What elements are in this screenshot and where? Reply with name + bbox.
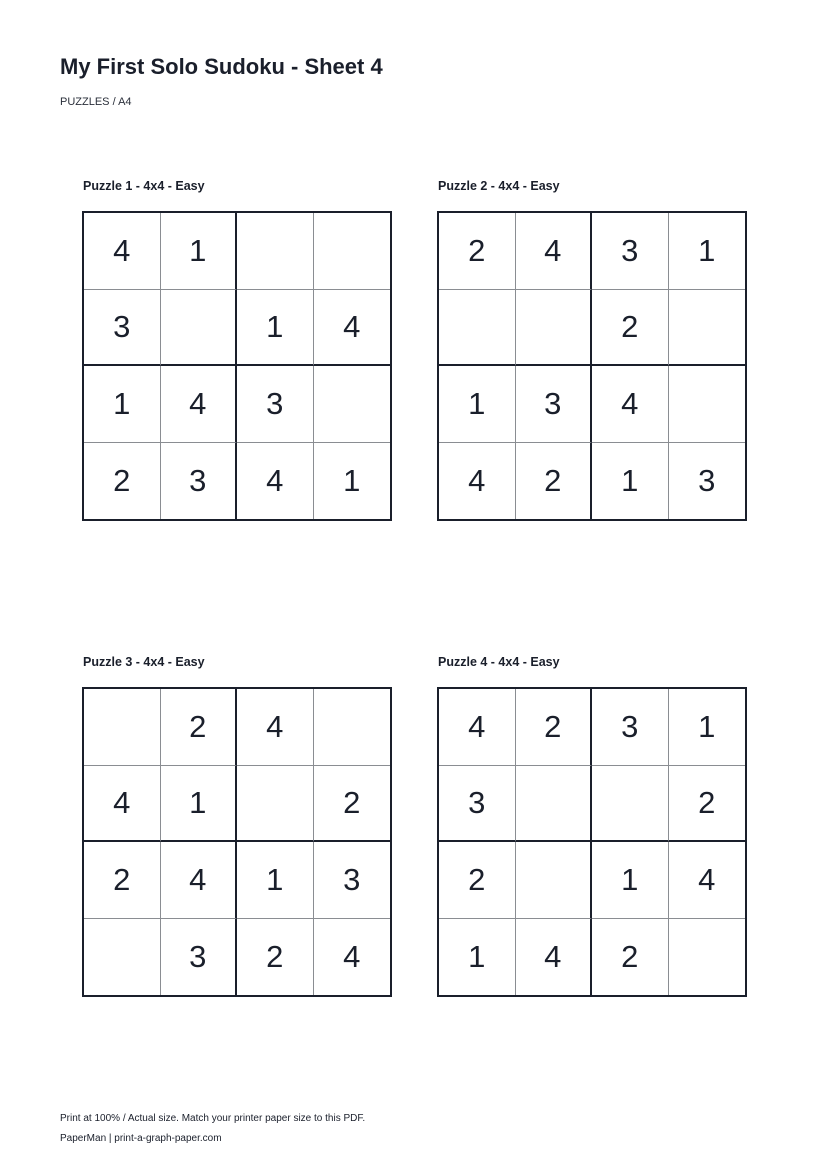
sudoku-cell: 2 [592, 919, 669, 996]
sudoku-cell: 4 [669, 842, 746, 919]
sudoku-cell: 1 [161, 213, 238, 290]
sudoku-cell: 1 [592, 842, 669, 919]
sudoku-cell: 2 [84, 842, 161, 919]
sudoku-cell: 3 [161, 443, 238, 520]
sudoku-cell [516, 766, 593, 843]
sudoku-cell: 1 [237, 290, 314, 367]
sudoku-cell: 1 [343, 463, 361, 499]
sudoku-cell: 3 [84, 290, 161, 367]
sudoku-cell [516, 290, 593, 367]
sudoku-cell: 2 [161, 689, 238, 766]
sudoku-cell: 2 [439, 213, 516, 290]
puzzle-title: Puzzle 3 - 4x4 - Easy [83, 655, 205, 669]
sudoku-cell: 3 [698, 463, 716, 499]
sudoku-cell [314, 213, 391, 290]
sudoku-cell: 2 [516, 443, 593, 520]
sudoku-grid [437, 211, 747, 521]
sudoku-cell: 4 [237, 443, 314, 520]
sudoku-cell: 4 [516, 919, 593, 996]
sudoku-cell [592, 766, 669, 843]
sudoku-cell: 1 [237, 842, 314, 919]
brand-credit: PaperMan | print-a-graph-paper.com [60, 1133, 222, 1144]
sudoku-cell: 4 [161, 842, 238, 919]
sudoku-cell: 3 [161, 919, 238, 996]
sudoku-grid [82, 211, 392, 521]
print-instructions: Print at 100% / Actual size. Match your printer paper size to this PDF. [60, 1113, 366, 1124]
sudoku-cell: 1 [439, 919, 516, 996]
sudoku-cell: 3 [592, 689, 669, 766]
puzzle-title: Puzzle 1 - 4x4 - Easy [83, 179, 205, 193]
puzzle-4 [437, 654, 747, 997]
sudoku-cell: 3 [516, 366, 593, 443]
sudoku-cell [161, 290, 238, 367]
sudoku-cell: 4 [439, 689, 516, 766]
sudoku-cell [669, 290, 746, 367]
sudoku-cell [84, 919, 161, 996]
sudoku-cell: 2 [314, 766, 391, 843]
sudoku-grid [437, 687, 747, 997]
sudoku-cell [439, 290, 516, 367]
sudoku-cell: 4 [84, 766, 161, 843]
sudoku-cell: 2 [237, 919, 314, 996]
sudoku-cell [314, 689, 391, 766]
sudoku-cell: 4 [592, 366, 669, 443]
sudoku-cell: 4 [161, 366, 238, 443]
puzzle-3 [82, 654, 392, 997]
sudoku-cell [669, 919, 746, 996]
sudoku-cell [84, 689, 161, 766]
page-subtitle: PUZZLES / A4 [60, 96, 132, 108]
sudoku-cell: 4 [84, 213, 161, 290]
sudoku-cell: 2 [516, 689, 593, 766]
sudoku-cell: 2 [84, 443, 161, 520]
sudoku-cell: 3 [592, 213, 669, 290]
sudoku-cell: 2 [439, 842, 516, 919]
sudoku-cell: 2 [592, 290, 669, 367]
sudoku-cell [237, 766, 314, 843]
sudoku-cell: 1 [669, 213, 746, 290]
puzzle-title: Puzzle 4 - 4x4 - Easy [438, 655, 560, 669]
sudoku-cell [516, 842, 593, 919]
sudoku-cell: 1 [84, 366, 161, 443]
sudoku-cell: 3 [439, 766, 516, 843]
sudoku-cell: 4 [237, 689, 314, 766]
sudoku-cell: 4 [516, 213, 593, 290]
sudoku-cell: 1 [592, 443, 669, 520]
sudoku-cell: 1 [439, 366, 516, 443]
sudoku-cell [314, 366, 391, 443]
sudoku-cell [669, 366, 746, 443]
sudoku-cell: 3 [237, 366, 314, 443]
puzzle-2 [437, 178, 747, 521]
puzzle-title: Puzzle 2 - 4x4 - Easy [438, 179, 560, 193]
sudoku-cell: 4 [314, 290, 391, 367]
sudoku-cell: 3 [314, 842, 391, 919]
sudoku-cell [237, 213, 314, 290]
puzzle-1 [82, 178, 392, 521]
sudoku-cell: 4 [439, 443, 516, 520]
sudoku-cell: 1 [669, 689, 746, 766]
sudoku-cell: 1 [161, 766, 238, 843]
sudoku-cell: 2 [669, 766, 746, 843]
page-title: My First Solo Sudoku - Sheet 4 [60, 54, 383, 79]
sudoku-cell: 4 [343, 939, 361, 975]
sudoku-grid [82, 687, 392, 997]
